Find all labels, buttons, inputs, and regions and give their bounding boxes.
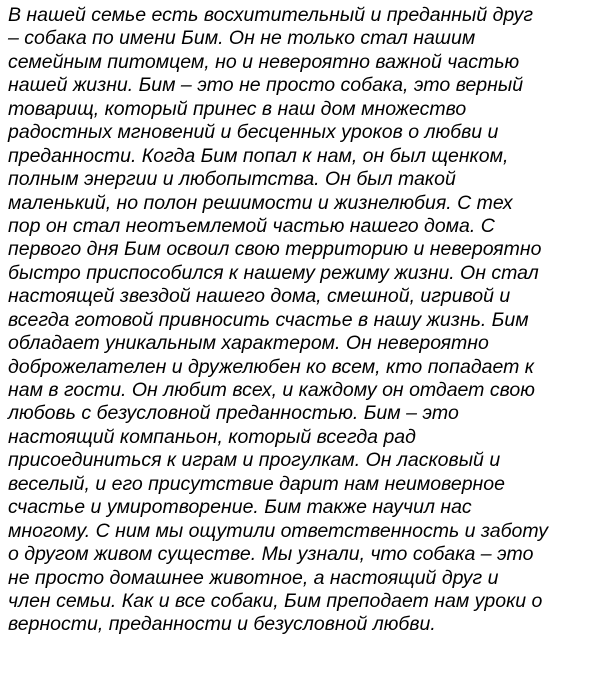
text-line: член семьи. Как и все собаки, Бим преподает нам уроки о (8, 589, 543, 612)
text-line: – собака по имени Бим. Он не только стал нашим (8, 27, 476, 50)
text-line: верности, преданности и безусловной любви. (8, 613, 436, 636)
text-line: семейным питомцем, но и невероятно важной частью (8, 50, 520, 73)
text-line: многому. С ним мы ощутили ответственность и заботу (8, 519, 548, 542)
text-line: быстро приспособился к нашему режиму жизни. Он стал (8, 261, 539, 284)
text-line: доброжелателен и дружелюбен ко всем, кто попадает к (8, 355, 534, 378)
text-line: не просто домашнее животное, а настоящий друг и (8, 566, 499, 589)
text-line: о другом живом существе. Мы узнали, что собака – это (8, 543, 534, 566)
document-text (8, 4, 602, 637)
text-line: счастье и умиротворение. Бим также научил нас (8, 496, 472, 519)
text-line: маленький, но полон решимости и жизнелюбия. С тех (8, 191, 513, 214)
text-line: радостных мгновений и бесценных уроков о любви и (8, 121, 499, 144)
text-line: В нашей семье есть восхитительный и преданный друг (8, 4, 533, 26)
text-line: настоящий компаньон, который всегда рад (8, 425, 416, 448)
text-line: пор он стал неотъемлемой частью нашего дома. С (8, 214, 495, 237)
text-line: первого дня Бим освоил свою территорию и невероятно (8, 238, 542, 261)
text-line: всегда готовой привносить счастье в нашу жизнь. Бим (8, 308, 529, 331)
text-line: товарищ, который принес в наш дом множество (8, 97, 467, 120)
text-line: присоединиться к играм и прогулкам. Он ласковый и (8, 449, 501, 472)
text-line: настоящей звездой нашего дома, смешной, игривой и (8, 285, 511, 308)
text-line: нашей жизни. Бим – это не просто собака, это верный (8, 74, 524, 97)
text-line: веселый, и его присутствие дарит нам неимоверное (8, 472, 505, 495)
text-line: преданности. Когда Бим попал к нам, он был щенком, (8, 144, 509, 167)
text-line: любовь с безусловной преданностью. Бим – это (8, 402, 459, 425)
text-line: обладает уникальным характером. Он невероятно (8, 332, 489, 355)
text-line: полным энергии и любопытства. Он был такой (8, 168, 456, 191)
text-line: нам в гости. Он любит всех, и каждому он отдает свою (8, 379, 535, 401)
